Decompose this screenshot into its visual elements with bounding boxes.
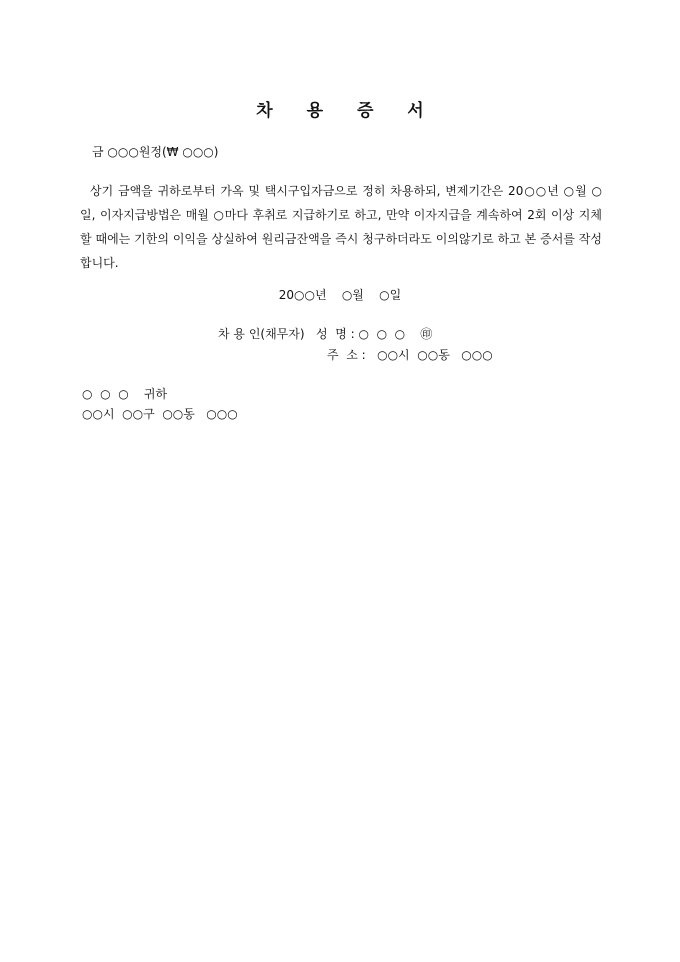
amount-line: 금 ○○○원정(₩ ○○○)	[92, 145, 219, 159]
debtor-address-line: 주 소 : ○○시 ○○동 ○○○	[327, 348, 493, 362]
date-line: 20○○년 ○월 ○일	[278, 288, 402, 302]
recipient-name-line: ○ ○ ○ 귀하	[82, 387, 168, 401]
document-title: 차 용 증 서	[256, 101, 438, 121]
body-paragraph: 상기 금액을 귀하로부터 가옥 및 택시구입자금으로 정히 차용하되, 변제기간은 20○○년 ○월 ○일, 이자지급방법은 매월 ○마다 후취로 지급하기로 하고, 만약 이자지급을 계속하여 2회 이상 지체할 때에는 기한의 이익을 상실하여 원리금잔액을 즉시 청구하더라도 이의않기로 하고 본 증서를 작성합니다.	[80, 184, 602, 270]
recipient-address-line: ○○시 ○○구 ○○동 ○○○	[82, 407, 238, 421]
debtor-name-line: 차 용 인(채무자) 성 명 : ○ ○ ○ ㊞	[218, 327, 433, 341]
